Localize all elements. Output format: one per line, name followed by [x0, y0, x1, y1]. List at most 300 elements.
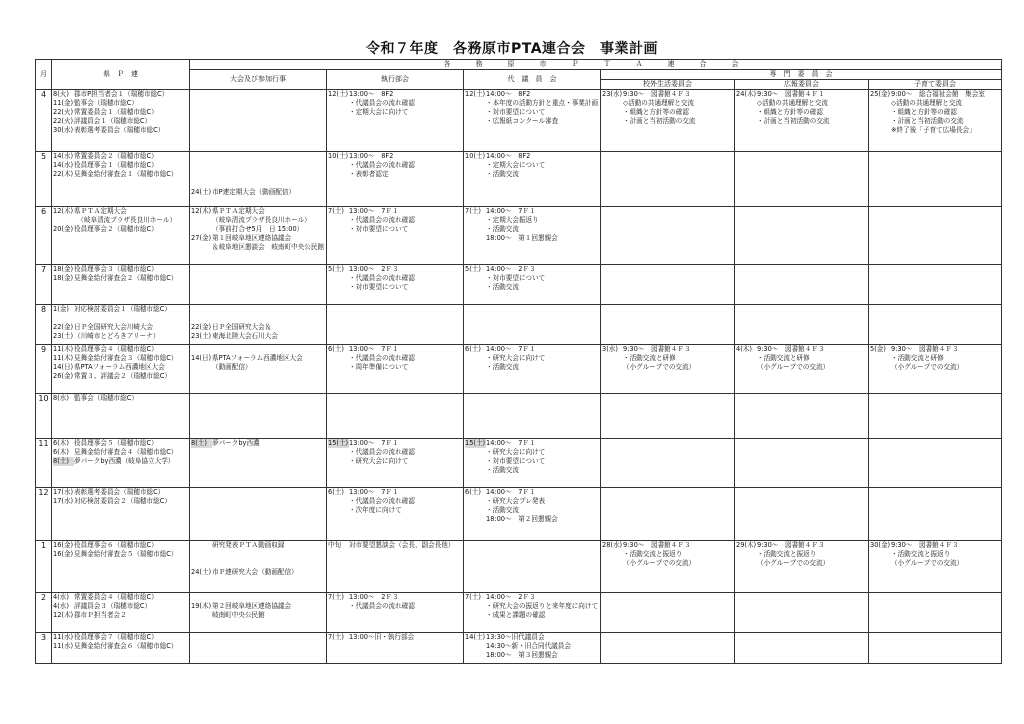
- entry-line: [53, 354, 188, 363]
- entry-text: ・周年準備について: [349, 363, 409, 371]
- child-cell: [869, 207, 1002, 265]
- entry-text: 見舞金給付審査会５（瑞穂市総C）: [74, 550, 178, 558]
- entry-line: [602, 90, 733, 99]
- entry-line: [191, 568, 325, 577]
- entry-text: 役員理事会４（瑞穂市総C）: [74, 345, 158, 353]
- entry-date: 30(水): [53, 126, 74, 134]
- header-committees: 専 門 委 員 会: [601, 70, 1002, 80]
- month-row: [36, 541, 1002, 593]
- rep-cell: [464, 90, 601, 152]
- entry-text: 第２回岐阜地区連絡協議会: [212, 602, 292, 610]
- entry-text: 表彰選考委員会（瑞穂市総C）: [74, 126, 165, 134]
- entry-line: [736, 550, 867, 559]
- entry-date: 7(土): [328, 633, 344, 641]
- entry-date: 23(土): [191, 332, 212, 340]
- pr-cell: [735, 345, 869, 394]
- entry-line: [191, 170, 325, 179]
- entry-text: 県ＰＴＡ定期大会: [74, 207, 127, 215]
- entry-line: [465, 457, 599, 466]
- entry-date: 15(土): [465, 439, 486, 447]
- entry-line: [53, 394, 188, 403]
- entry-text: （小グループでの交流）: [757, 559, 830, 567]
- entry-text: ・研究大会に向けて: [349, 457, 409, 465]
- entry-text: ・対市要望について: [486, 274, 546, 282]
- entry-text: （小グループでの交流）: [891, 363, 964, 371]
- entry-line: [465, 234, 599, 243]
- entry-text: 13:00～ 7Ｆ１: [349, 439, 399, 447]
- entry-text: 9:30～ 図書館４Ｆ３: [891, 541, 959, 549]
- entry-line: [53, 345, 188, 354]
- entry-line: [328, 283, 462, 292]
- entry-line: [736, 117, 867, 126]
- child-cell: [869, 593, 1002, 633]
- entry-text: 常置委員会１（瑞穂市総C）: [74, 108, 158, 116]
- entry-line: [465, 225, 599, 234]
- entry-line: [53, 497, 188, 506]
- entry-line: [328, 488, 462, 497]
- school-cell: [601, 305, 735, 345]
- entry-line: [328, 265, 462, 274]
- entry-line: [465, 488, 599, 497]
- entry-date: 16(金): [53, 541, 74, 549]
- entry-line: [191, 234, 325, 243]
- school-cell: [601, 345, 735, 394]
- entry-line: [53, 602, 188, 611]
- entry-date: 30(金): [870, 541, 891, 549]
- entry-line: [191, 216, 325, 225]
- child-cell: [869, 152, 1002, 207]
- entry-line: [191, 593, 325, 602]
- school-cell: [601, 152, 735, 207]
- rep-cell: [464, 305, 601, 345]
- entry-line: [328, 602, 462, 611]
- month-cell: 5: [36, 152, 52, 207]
- entry-line: [191, 332, 325, 341]
- pr-cell: [735, 90, 869, 152]
- entry-text: 見舞金給付審査会１（瑞穂市総C）: [74, 170, 178, 178]
- entry-line: [465, 207, 599, 216]
- entry-text: ・計画と当初活動の交流: [623, 117, 696, 125]
- rep-cell: [464, 593, 601, 633]
- entry-line: [736, 108, 867, 117]
- entry-text: （小グループでの交流）: [757, 363, 830, 371]
- entry-date: 14(日): [191, 354, 212, 362]
- entry-line: [465, 108, 599, 117]
- exec-cell: [327, 152, 464, 207]
- month-row: [36, 152, 1002, 207]
- entry-line: [465, 642, 599, 651]
- entry-text: ・代議員会の流れ確認: [349, 497, 415, 505]
- month-cell: 2: [36, 593, 52, 633]
- conv-cell: [190, 265, 327, 305]
- entry-text: （小グループでの交流）: [891, 559, 964, 567]
- entry-text: （事前打合せ5月 日 15:00）: [212, 225, 304, 233]
- entry-date: 7(土): [465, 207, 481, 215]
- exec-cell: [327, 541, 464, 593]
- month-cell: 10: [36, 394, 52, 439]
- entry-date: 5(土): [328, 265, 344, 273]
- entry-date: 6(木): [53, 448, 69, 456]
- entry-text: ・代議員会の流れ確認: [349, 216, 415, 224]
- header-convention: 大会及び参加行事: [190, 70, 327, 90]
- entry-text: ・対市要望について: [486, 108, 546, 116]
- entry-date: 15(土): [328, 439, 349, 447]
- conv-cell: [190, 305, 327, 345]
- entry-text: ・代議員会の流れ確認: [349, 274, 415, 282]
- entry-line: [191, 305, 325, 314]
- entry-text: 14:00～ 7Ｆ１: [486, 345, 536, 353]
- entry-text: ・組織と方針等の確認: [891, 108, 957, 116]
- entry-line: [53, 332, 188, 341]
- entry-date: 17(水): [53, 497, 74, 505]
- entry-line: [191, 314, 325, 323]
- entry-date: 3(水): [602, 345, 618, 353]
- entry-line: [736, 99, 867, 108]
- pr-cell: [735, 207, 869, 265]
- entry-line: [602, 550, 733, 559]
- exec-cell: [327, 207, 464, 265]
- entry-line: [53, 314, 188, 323]
- entry-line: [328, 497, 462, 506]
- entry-date: 中旬: [328, 541, 342, 549]
- entry-text: 14:00～ 2Ｆ３: [486, 593, 536, 601]
- entry-text: 見舞金給付審査会４（瑞穂市総C）: [74, 448, 178, 456]
- month-row: [36, 439, 1002, 488]
- pr-cell: [735, 439, 869, 488]
- entry-line: [870, 345, 1000, 354]
- exec-cell: [327, 265, 464, 305]
- entry-line: [53, 117, 188, 126]
- entry-text: 13:00～ 2Ｆ３: [349, 593, 399, 601]
- entry-text: ・活動交流: [486, 283, 519, 291]
- entry-text: ・定期大会振返り: [486, 216, 539, 224]
- entry-line: [465, 117, 599, 126]
- entry-text: ・活動交流: [486, 466, 519, 474]
- entry-line: [602, 108, 733, 117]
- entry-line: [191, 345, 325, 354]
- entry-text: ・活動交流と振返り: [891, 550, 951, 558]
- month-cell: 4: [36, 90, 52, 152]
- exec-cell: [327, 90, 464, 152]
- rep-cell: [464, 541, 601, 593]
- entry-line: [328, 541, 462, 550]
- entry-text: ・研究大会の振返りと来年度に向けて: [486, 602, 599, 610]
- child-cell: [869, 439, 1002, 488]
- entry-text: ・活動交流と研修: [757, 354, 810, 362]
- month-cell: 7: [36, 265, 52, 305]
- entry-text: ◇活動の共通理解と交流: [757, 99, 829, 107]
- entry-text: ・定期大会に向けて: [349, 108, 409, 116]
- entry-text: 9:30～ 図書館４Ｆ３: [757, 345, 825, 353]
- entry-text: （動画配信）: [212, 363, 252, 371]
- entry-date: 23(土): [53, 332, 74, 340]
- entry-text: 9:30～ 図書館４Ｆ３: [623, 90, 691, 98]
- conv-cell: [190, 541, 327, 593]
- entry-text: 東海北陸大会石川大会: [212, 332, 278, 340]
- entry-line: [602, 117, 733, 126]
- exec-cell: [327, 439, 464, 488]
- rep-cell: [464, 439, 601, 488]
- header-school-life: 校外生活委員会: [601, 80, 735, 90]
- entry-line: [870, 363, 1000, 372]
- entry-date: 5(土): [465, 265, 481, 273]
- entry-date: 22(金): [53, 323, 74, 331]
- entry-line: [53, 611, 188, 620]
- header-pr: 広報委員会: [735, 80, 869, 90]
- entry-text: （川崎市とどろきアリーナ）: [74, 332, 160, 340]
- entry-date: 12(土): [328, 90, 349, 98]
- entry-text: ・組織と方針等の確認: [757, 108, 823, 116]
- entry-line: [53, 372, 188, 381]
- exec-cell: [327, 394, 464, 439]
- entry-date: 11(水): [53, 633, 74, 641]
- pref-cell: [52, 345, 190, 394]
- entry-line: [53, 126, 188, 135]
- entry-line: [53, 642, 188, 651]
- entry-line: [736, 345, 867, 354]
- pr-cell: [735, 394, 869, 439]
- entry-line: [736, 90, 867, 99]
- entry-text: 県PTAフォーラム西濃地区大会: [212, 354, 303, 362]
- entry-line: [328, 207, 462, 216]
- entry-text: ・代議員会の流れ確認: [349, 99, 415, 107]
- month-row: [36, 207, 1002, 265]
- entry-text: 見舞金給付審査会３（瑞穂市総C）: [74, 354, 178, 362]
- entry-line: [191, 354, 325, 363]
- entry-text: 9:00～ 総合福祉会館 集会室: [891, 90, 985, 98]
- child-cell: [869, 394, 1002, 439]
- entry-date: 6(土): [328, 345, 344, 353]
- entry-line: [53, 170, 188, 179]
- pr-cell: [735, 633, 869, 664]
- month-row: [36, 633, 1002, 664]
- entry-text: ・広報紙コンクール審査: [486, 117, 559, 125]
- entry-text: 常置３、評議会２（瑞穂市総C）: [74, 372, 171, 380]
- entry-date: 1(金): [53, 305, 69, 313]
- entry-line: [465, 265, 599, 274]
- month-cell: 1: [36, 541, 52, 593]
- entry-date: 14(水): [53, 161, 74, 169]
- entry-text: ・対市要望について: [349, 283, 409, 291]
- entry-text: ・研究大会プレ発表: [486, 497, 546, 505]
- header-prefecture: 県 Ｐ 連: [52, 60, 190, 90]
- entry-text: 役員理事会７（瑞穂市総C）: [74, 633, 158, 641]
- entry-text: 13:00～ 2Ｆ３: [349, 265, 399, 273]
- entry-line: [465, 283, 599, 292]
- month-row: [36, 488, 1002, 541]
- entry-line: [465, 363, 599, 372]
- entry-line: [465, 170, 599, 179]
- header-city: 各 務 原 市 Ｐ Ｔ Ａ 連 合 会: [190, 60, 1002, 70]
- entry-text: 役員理事会１（瑞穂市総C）: [74, 161, 158, 169]
- conv-cell: [190, 152, 327, 207]
- entry-line: [53, 108, 188, 117]
- school-cell: [601, 207, 735, 265]
- entry-line: [53, 90, 188, 99]
- entry-date: 4(水): [53, 593, 69, 601]
- pref-cell: [52, 305, 190, 345]
- entry-date: 12(木): [53, 207, 74, 215]
- rep-cell: [464, 633, 601, 664]
- entry-text: 県ＰＴＡ定期大会: [212, 207, 265, 215]
- pr-cell: [735, 593, 869, 633]
- entry-text: 14:00～ 7Ｆ１: [486, 207, 536, 215]
- entry-text: 郡市Ｐ担当者会２: [74, 611, 127, 619]
- entry-text: ・次年度に向けて: [349, 506, 402, 514]
- entry-date: 29(木): [736, 541, 757, 549]
- exec-cell: [327, 633, 464, 664]
- rep-cell: [464, 394, 601, 439]
- entry-date: 11(水): [53, 642, 74, 650]
- entry-text: 日Ｐ全国研究大会川崎大会: [74, 323, 154, 331]
- rep-cell: [464, 345, 601, 394]
- entry-line: [191, 161, 325, 170]
- entry-text: ・定期大会について: [486, 161, 546, 169]
- entry-date: 22(火): [53, 108, 74, 116]
- month-cell: 3: [36, 633, 52, 664]
- entry-text: （岐阜清流プラザ長良川ホール）: [212, 216, 311, 224]
- entry-line: [465, 651, 599, 660]
- entry-date: 7(土): [328, 207, 344, 215]
- entry-line: [465, 515, 599, 524]
- child-cell: [869, 90, 1002, 152]
- entry-line: [328, 448, 462, 457]
- entry-line: [870, 117, 1000, 126]
- entry-date: 24(木): [736, 90, 757, 98]
- entry-text: 13:00～ 7Ｆ１: [349, 488, 399, 496]
- entry-text: 評議員会１（瑞穂市総C）: [74, 117, 152, 125]
- month-cell: 6: [36, 207, 52, 265]
- entry-text: 岐南町中央公民館: [212, 611, 265, 619]
- entry-text: 13:00～ 8F2: [349, 152, 394, 160]
- entry-text: ・活動交流と研修: [891, 354, 944, 362]
- entry-text: ※終了後「子育て広場長会」: [891, 126, 976, 134]
- rep-cell: [464, 488, 601, 541]
- entry-date: 10(土): [328, 152, 349, 160]
- entry-text: （岐阜清流プラザ長良川ホール）: [74, 216, 177, 224]
- entry-line: [870, 541, 1000, 550]
- entry-line: [53, 363, 188, 372]
- entry-date: 16(金): [53, 550, 74, 558]
- entry-date: 17(水): [53, 488, 74, 496]
- month-row: [36, 345, 1002, 394]
- pref-cell: [52, 593, 190, 633]
- entry-text: 13:30～旧代議員会: [486, 633, 545, 641]
- entry-line: [870, 90, 1000, 99]
- entry-date: 25(金): [870, 90, 891, 98]
- entry-text: ・代議員会の流れ確認: [349, 161, 415, 169]
- school-cell: [601, 265, 735, 305]
- conv-cell: [190, 439, 327, 488]
- entry-date: 6(土): [465, 345, 481, 353]
- entry-date: 5(金): [870, 345, 886, 353]
- entry-text: ・対市要望について: [349, 225, 409, 233]
- entry-line: [191, 602, 325, 611]
- entry-text: ・活動交流と研修: [623, 354, 676, 362]
- entry-line: [736, 363, 867, 372]
- conv-cell: [190, 394, 327, 439]
- entry-line: [465, 439, 599, 448]
- entry-text: 表彰選考委員会（瑞穂市総C）: [74, 488, 165, 496]
- entry-line: [328, 274, 462, 283]
- entry-date: 6(木): [53, 439, 69, 447]
- entry-line: [465, 497, 599, 506]
- entry-line: [53, 323, 188, 332]
- month-row: [36, 90, 1002, 152]
- entry-line: [465, 345, 599, 354]
- entry-date: 8(土): [191, 439, 212, 448]
- entry-line: [328, 506, 462, 515]
- entry-line: [465, 633, 599, 642]
- entry-line: [328, 633, 462, 642]
- school-cell: [601, 439, 735, 488]
- entry-line: [191, 541, 325, 550]
- entry-line: [53, 152, 188, 161]
- entry-text: 13:00～ 8F2: [349, 90, 394, 98]
- entry-text: 14:00～ 7Ｆ１: [486, 488, 536, 496]
- entry-text: ・成果と課題の確認: [486, 611, 546, 619]
- entry-line: [465, 152, 599, 161]
- entry-date: 24(土): [191, 568, 212, 576]
- entry-line: [465, 506, 599, 515]
- entry-date: 22(金): [191, 323, 212, 331]
- entry-line: [328, 345, 462, 354]
- entry-text: 9:30～ 図書館４Ｆ３: [757, 541, 825, 549]
- entry-line: [870, 108, 1000, 117]
- entry-text: 市Ｐ連研究大会（動画配信）: [212, 568, 298, 576]
- entry-line: [53, 593, 188, 602]
- entry-text: 14:00～ 8F2: [486, 90, 531, 98]
- pref-cell: [52, 152, 190, 207]
- entry-text: ・表彰者認定: [349, 170, 389, 178]
- entry-text: ・代議員会の流れ確認: [349, 354, 415, 362]
- entry-text: 常置委員会４（瑞穂市総C）: [74, 593, 158, 601]
- entry-text: 13:00～ 7Ｆ１: [349, 207, 399, 215]
- pref-cell: [52, 633, 190, 664]
- entry-line: [328, 161, 462, 170]
- entry-line: [602, 559, 733, 568]
- entry-line: [870, 354, 1000, 363]
- entry-text: 14:30～新・旧合同代議員会: [486, 642, 571, 650]
- entry-line: [191, 179, 325, 188]
- entry-text: 市P連定期大会（動画配信）: [212, 188, 296, 196]
- conv-cell: [190, 593, 327, 633]
- entry-date: 12(木): [53, 611, 74, 619]
- entry-line: [736, 541, 867, 550]
- entry-text: 見舞金給付審査会６（瑞穂市総C）: [74, 642, 178, 650]
- entry-line: [191, 207, 325, 216]
- entry-line: [53, 550, 188, 559]
- entry-line: [736, 559, 867, 568]
- entry-date: 8(土): [53, 457, 74, 466]
- entry-line: [328, 457, 462, 466]
- school-cell: [601, 633, 735, 664]
- month-cell: 8: [36, 305, 52, 345]
- entry-text: 監事会（瑞穂市総C）: [74, 394, 138, 402]
- header-childcare: 子育て委員会: [869, 80, 1002, 90]
- entry-text: 夢パークby西濃: [212, 439, 260, 447]
- school-cell: [601, 488, 735, 541]
- entry-text: 14:00～ 2Ｆ３: [486, 265, 536, 273]
- pref-cell: [52, 90, 190, 152]
- entry-text: 評議員会３（瑞穂市総C）: [74, 602, 152, 610]
- entry-line: [53, 274, 188, 283]
- entry-text: 9:30～ 図書館４Ｆ３: [623, 345, 691, 353]
- entry-line: [53, 207, 188, 216]
- pref-cell: [52, 394, 190, 439]
- entry-text: ・計画と当初活動の交流: [891, 117, 964, 125]
- entry-date: 10(土): [465, 152, 486, 160]
